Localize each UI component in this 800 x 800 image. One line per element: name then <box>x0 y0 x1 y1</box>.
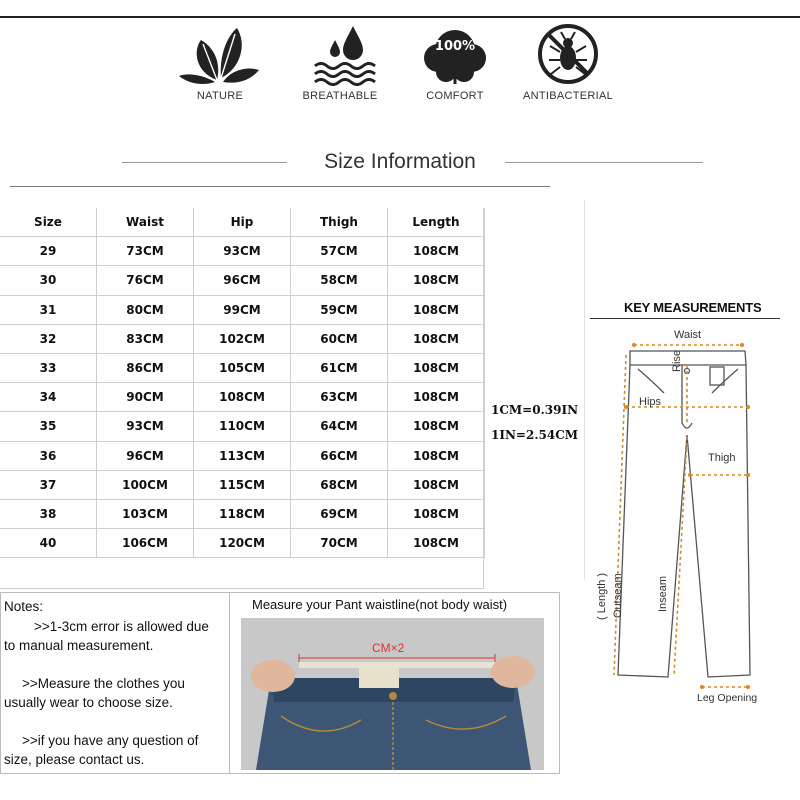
table-cell: 37 <box>0 470 97 499</box>
feature-label: COMFORT <box>426 90 484 102</box>
header-length: Length <box>388 208 485 237</box>
feature-antibacterial <box>508 22 628 102</box>
table-cell: 36 <box>0 441 97 470</box>
label-hips: Hips <box>639 396 662 408</box>
table-cell: 93CM <box>97 412 194 441</box>
table-cell: 108CM <box>388 295 485 324</box>
table-cell: 86CM <box>97 353 194 382</box>
leaves-icon <box>175 22 265 86</box>
table-cell: 69CM <box>291 499 388 528</box>
table-cell: 103CM <box>97 499 194 528</box>
table-cell: 29 <box>0 237 97 266</box>
table-cell: 108CM <box>388 266 485 295</box>
table-cell: 120CM <box>194 529 291 558</box>
pants-diagram <box>590 325 790 705</box>
table-cell: 108CM <box>388 324 485 353</box>
table-cell: 108CM <box>388 383 485 412</box>
table-cell: 108CM <box>388 353 485 382</box>
table-cell: 118CM <box>194 499 291 528</box>
notes-title: Notes: <box>4 599 44 614</box>
table-cell: 108CM <box>388 237 485 266</box>
notes <box>4 597 226 770</box>
label-length: ( Length ) <box>596 572 608 620</box>
title-underline <box>10 186 550 187</box>
table-cell: 33 <box>0 353 97 382</box>
measure-title: Measure your Pant waistline(not body waist) <box>252 597 508 612</box>
notes-divider <box>229 592 230 774</box>
table-cell: 108CM <box>388 470 485 499</box>
table-cell: 59CM <box>291 295 388 324</box>
table-cell: 63CM <box>291 383 388 412</box>
table-cell: 64CM <box>291 412 388 441</box>
table-cell: 105CM <box>194 353 291 382</box>
section-title: Size Information <box>324 150 476 173</box>
table-cell: 108CM <box>388 441 485 470</box>
table-cell: 34 <box>0 383 97 412</box>
table-cell: 35 <box>0 412 97 441</box>
feature-label: BREATHABLE <box>302 90 378 102</box>
table-cell: 58CM <box>291 266 388 295</box>
table-cell: 102CM <box>194 324 291 353</box>
no-bug-icon <box>523 22 613 86</box>
feature-label: ANTIBACTERIAL <box>522 90 614 102</box>
table-cell: 106CM <box>97 529 194 558</box>
table-cell: 96CM <box>97 441 194 470</box>
table-cell: 73CM <box>97 237 194 266</box>
note-line: >>Measure the clothes you <box>22 675 185 691</box>
table-cell: 99CM <box>194 295 291 324</box>
key-measurements-rule <box>590 318 780 319</box>
header-thigh: Thigh <box>291 208 388 237</box>
water-drops-icon <box>295 22 385 86</box>
table-cell: 83CM <box>97 324 194 353</box>
table-frame <box>0 208 484 589</box>
conversion-cm-in: 1CM=0.39IN <box>491 403 579 417</box>
label-rise: Rise <box>671 349 683 372</box>
top-rule <box>0 16 800 18</box>
note-line: >>if you have any question of <box>22 732 199 748</box>
header-size: Size <box>0 208 97 237</box>
table-cell: 93CM <box>194 237 291 266</box>
table-cell: 70CM <box>291 529 388 558</box>
table-cell: 96CM <box>194 266 291 295</box>
table-cell: 108CM <box>388 412 485 441</box>
feature-breathable <box>280 22 400 102</box>
feature-nature <box>160 22 280 102</box>
table-cell: 100CM <box>97 470 194 499</box>
cotton-badge: 100% <box>434 39 476 54</box>
header-waist: Waist <box>97 208 194 237</box>
table-cell: 30 <box>0 266 97 295</box>
label-outseam: Outseam <box>612 573 624 618</box>
label-inseam: Inseam <box>657 575 669 612</box>
note-line: >>1-3cm error is allowed due <box>34 618 209 634</box>
table-cell: 108CM <box>388 499 485 528</box>
table-cell: 90CM <box>97 383 194 412</box>
table-cell: 57CM <box>291 237 388 266</box>
label-leg-opening: Leg Opening <box>697 692 758 704</box>
table-cell: 76CM <box>97 266 194 295</box>
table-cell: 66CM <box>291 441 388 470</box>
table-cell: 68CM <box>291 470 388 499</box>
feature-comfort <box>395 22 515 102</box>
note-line: to manual measurement. <box>4 638 154 653</box>
label-waist: Waist <box>674 329 702 341</box>
divider-line <box>584 200 585 580</box>
note-line: size, please contact us. <box>4 752 145 767</box>
label-thigh: Thigh <box>708 452 736 464</box>
cotton-icon <box>410 22 500 86</box>
table-cell: 110CM <box>194 412 291 441</box>
table-cell: 40 <box>0 529 97 558</box>
cm-x2-annotation: CM×2 <box>372 641 405 655</box>
table-cell: 60CM <box>291 324 388 353</box>
note-line: usually wear to choose size. <box>4 695 173 710</box>
table-cell: 31 <box>0 295 97 324</box>
table-cell: 80CM <box>97 295 194 324</box>
header-hip: Hip <box>194 208 291 237</box>
conversion-in-cm: 1IN=2.54CM <box>491 428 579 442</box>
table-cell: 61CM <box>291 353 388 382</box>
table-cell: 108CM <box>194 383 291 412</box>
table-cell: 115CM <box>194 470 291 499</box>
key-measurements-title: KEY MEASUREMENTS <box>624 300 762 315</box>
feature-label: NATURE <box>196 90 244 102</box>
table-cell: 108CM <box>388 529 485 558</box>
table-cell: 32 <box>0 324 97 353</box>
table-cell: 113CM <box>194 441 291 470</box>
table-cell: 38 <box>0 499 97 528</box>
